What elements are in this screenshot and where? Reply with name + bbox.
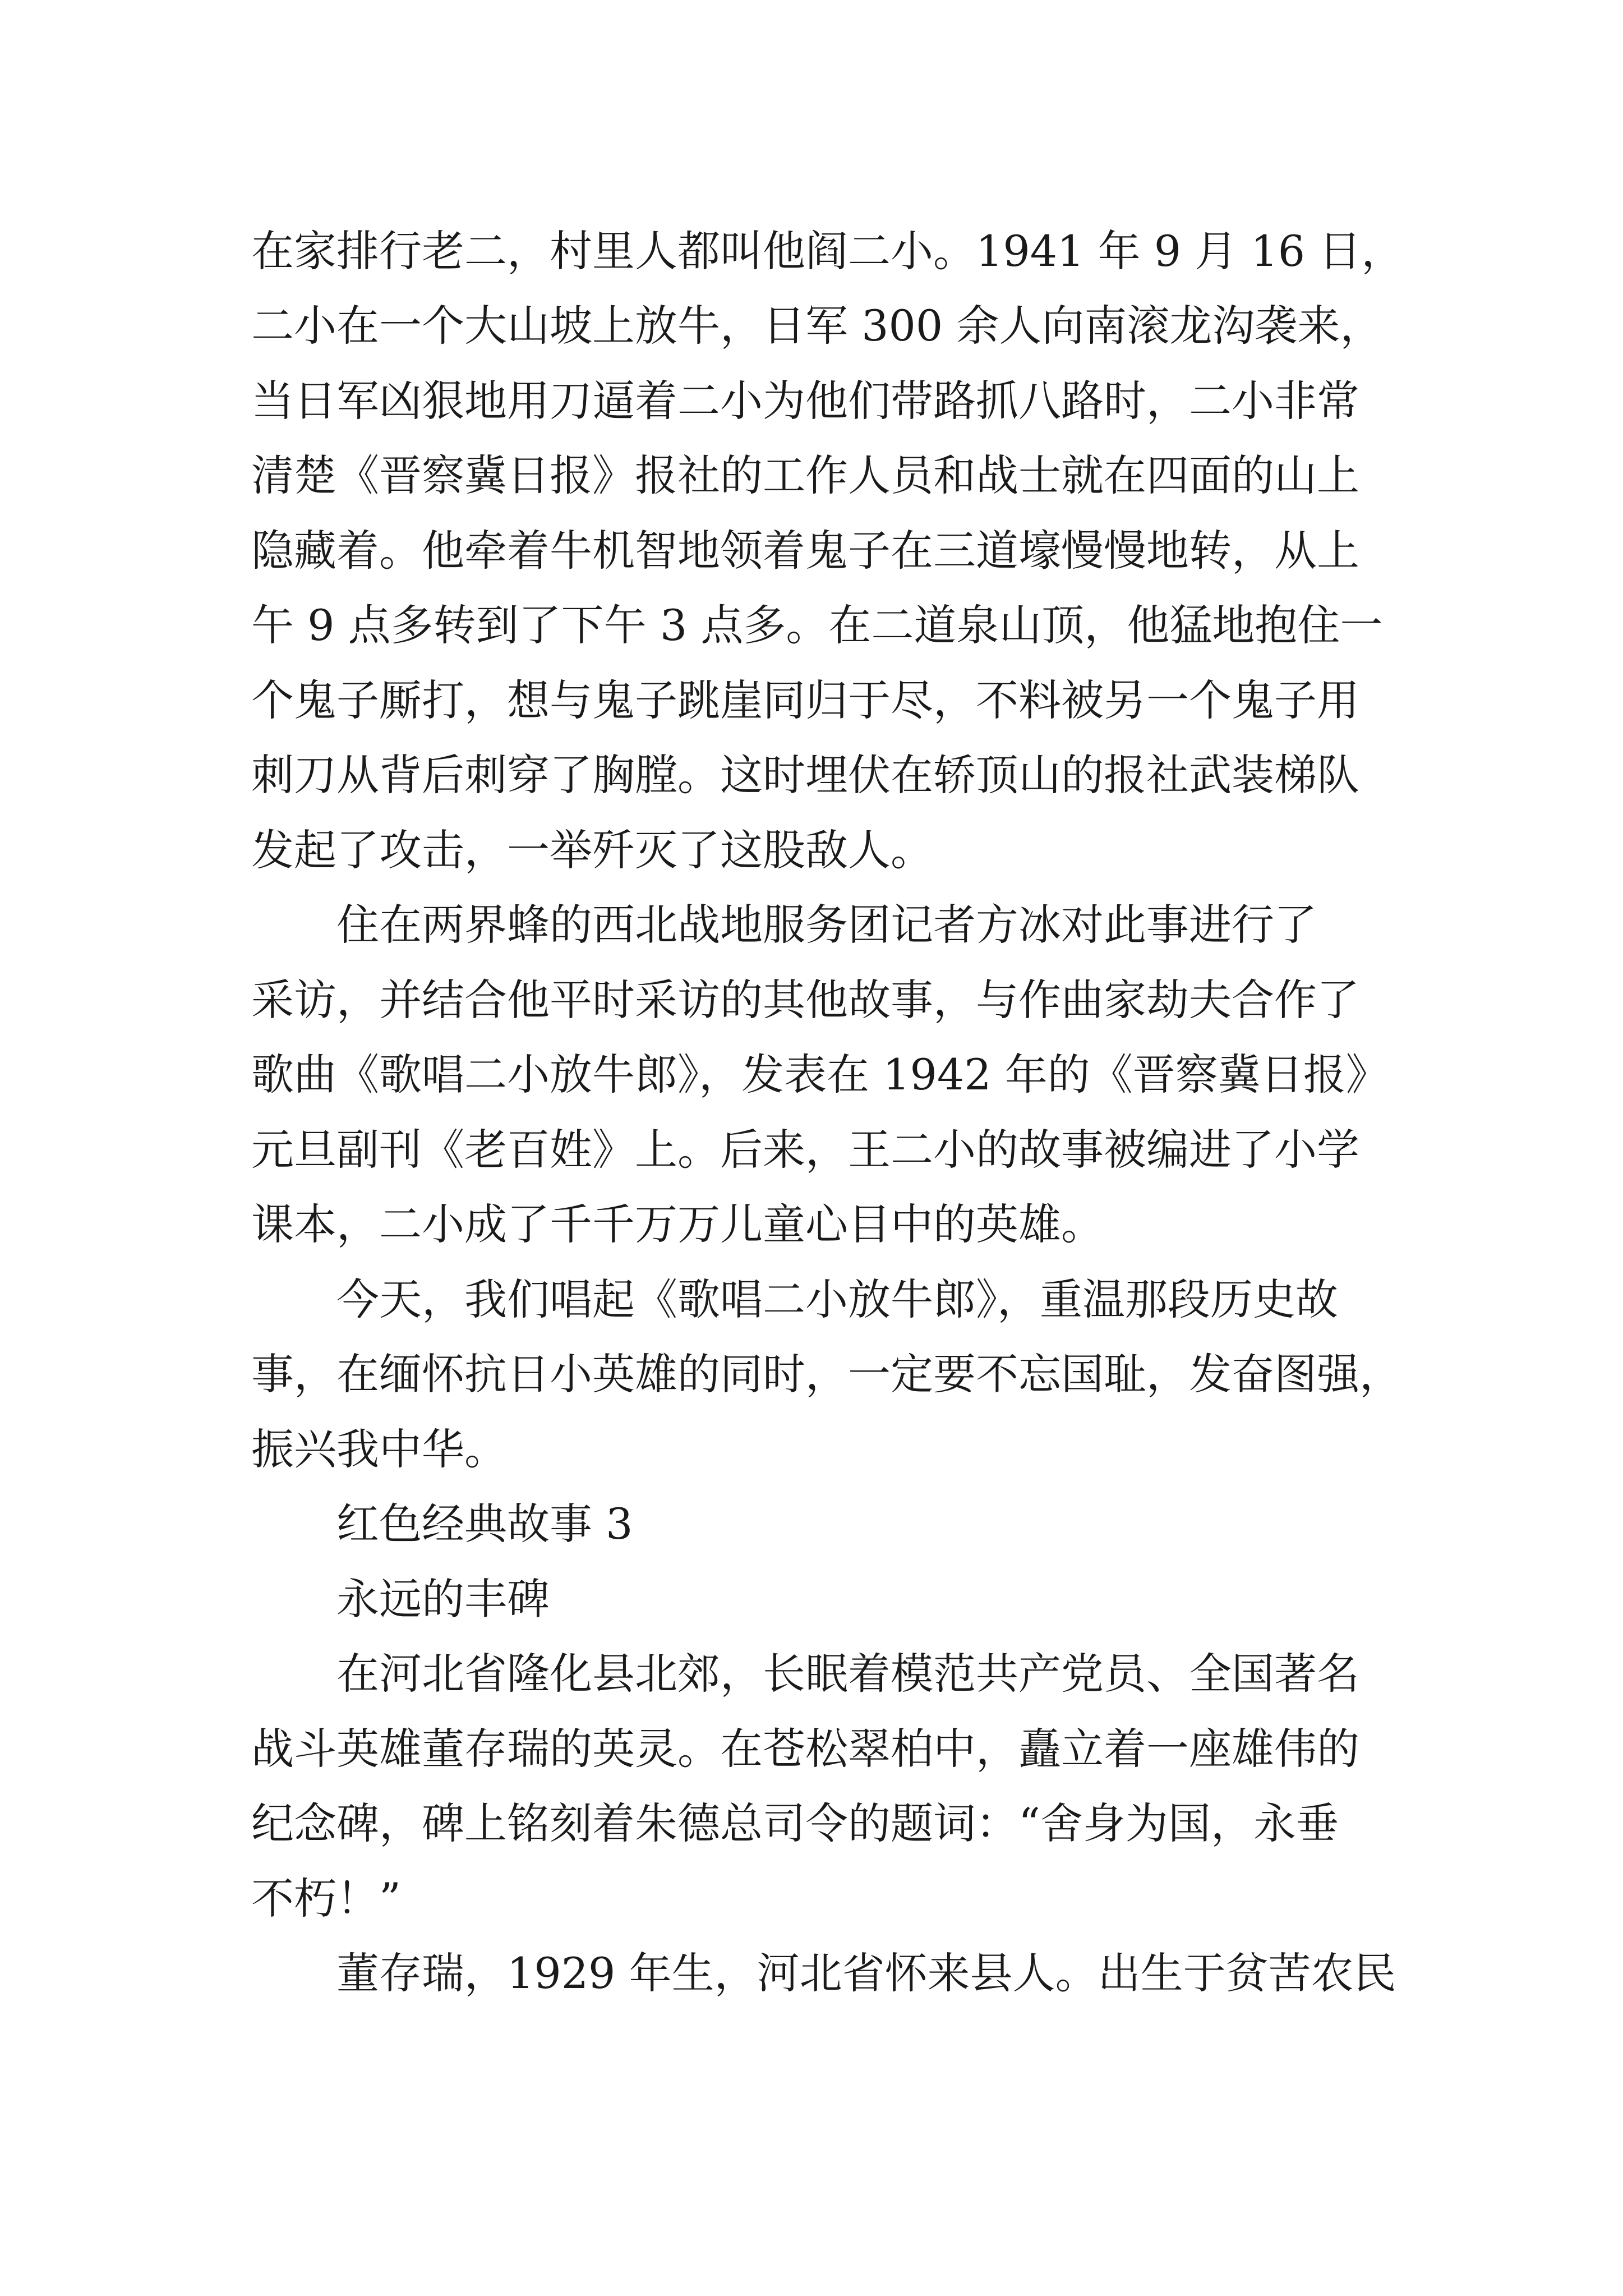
text-line: 刺刀从背后刺穿了胸膛。这时埋伏在轿顶山的报社武装梯队: [251, 750, 1359, 800]
section-heading: 红色经典故事 3: [336, 1499, 633, 1549]
text-line: 发起了攻击，一举歼灭了这股敌人。: [251, 825, 933, 875]
text-line: 课本，二小成了千千万万儿童心目中的英雄。: [251, 1199, 1104, 1249]
text-line: 在河北省隆化县北郊，长眠着模范共产党员、全国著名: [336, 1649, 1359, 1699]
text-line: 住在两界蜂的西北战地服务团记者方冰对此事进行了: [336, 900, 1317, 950]
text-line: 采访，并结合他平时采访的其他故事，与作曲家劫夫合作了: [251, 975, 1359, 1025]
text-line: 事，在缅怀抗日小英雄的同时，一定要不忘国耻，发奋图强，: [251, 1349, 1402, 1399]
text-line: 今天，我们唱起《歌唱二小放牛郎》，重温那段历史故: [336, 1274, 1338, 1324]
story-title: 永远的丰碑: [336, 1574, 550, 1624]
text-line: 董存瑞，1929 年生，河北省怀来县人。出生于贫苦农民: [336, 1948, 1396, 1998]
text-line: 不朽！”: [251, 1874, 401, 1924]
text-line: 歌曲《歌唱二小放牛郎》，发表在 1942 年的《晋察冀日报》: [251, 1050, 1389, 1099]
text-line: 振兴我中华。: [251, 1424, 507, 1474]
text-line: 纪念碑，碑上铭刻着朱德总司令的题词：“舍身为国，永垂: [251, 1798, 1339, 1848]
text-line: 隐藏着。他牵着牛机智地领着鬼子在三道壕慢慢地转，从上: [251, 526, 1359, 576]
text-line: 个鬼子厮打，想与鬼子跳崖同归于尽，不料被另一个鬼子用: [251, 675, 1359, 725]
text-line: 当日军凶狠地用刀逼着二小为他们带路抓八路时，二小非常: [251, 376, 1359, 426]
text-line: 清楚《晋察冀日报》报社的工作人员和战士就在四面的山上: [251, 450, 1359, 500]
text-line: 战斗英雄董存瑞的英灵。在苍松翠柏中，矗立着一座雄伟的: [251, 1724, 1359, 1774]
text-line: 午 9 点多转到了下午 3 点多。在二道泉山顶，他猛地抱住一: [251, 600, 1383, 650]
text-line: 元旦副刊《老百姓》上。后来，王二小的故事被编进了小学: [251, 1125, 1359, 1175]
text-line: 在家排行老二，村里人都叫他阎二小。1941 年 9 月 16 日，: [251, 226, 1404, 276]
text-line: 二小在一个大山坡上放牛，日军 300 余人向南滚龙沟袭来，: [251, 301, 1383, 351]
